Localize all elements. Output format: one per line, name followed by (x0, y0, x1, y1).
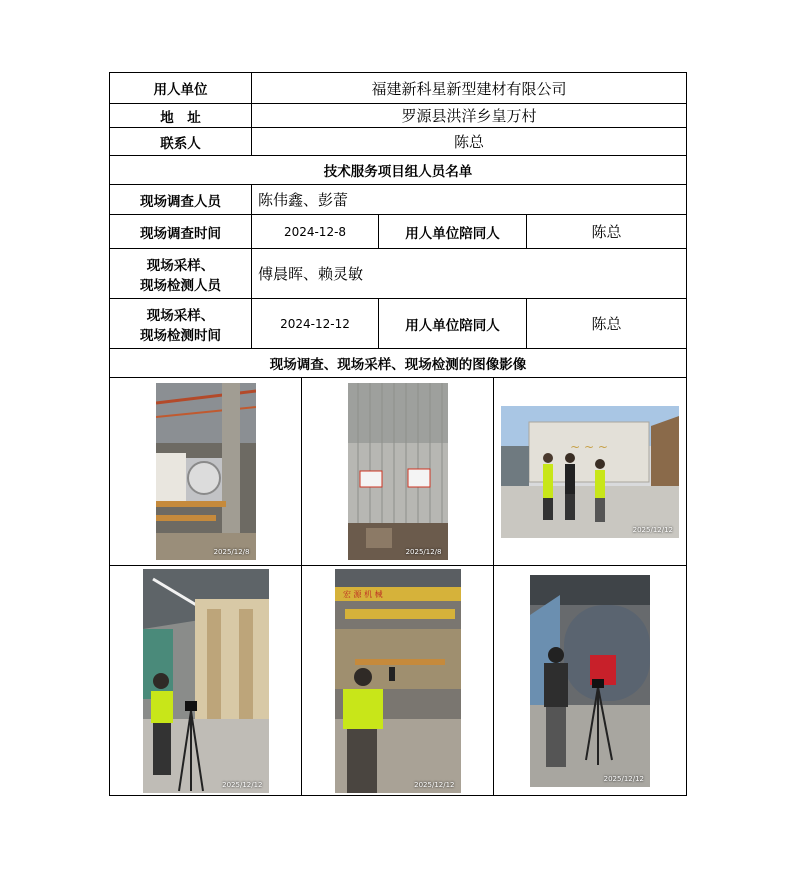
sampling-time-label (110, 299, 252, 349)
sampling-time-label-line2: 现场检测时间 (140, 327, 221, 344)
photo-cell-1 (110, 378, 302, 566)
svg-text:~ ~ ~: ~ ~ ~ (570, 439, 608, 454)
photo-stamp-3: 2025/12/12 (632, 525, 673, 534)
address-value: 罗源县洪洋乡皇万村 (252, 104, 687, 128)
images-heading: 现场调查、现场采样、现场检测的图像影像 (110, 349, 687, 378)
survey-staff-label: 现场调查人员 (110, 185, 252, 215)
unit-label: 用人单位 (110, 73, 252, 104)
team-heading: 技术服务项目组人员名单 (110, 156, 687, 185)
sampling-staff-value: 傅晨晖、赖灵敏 (252, 249, 687, 299)
photo-stamp-4: 2025/12/12 (222, 780, 263, 789)
contact-value: 陈总 (252, 128, 687, 156)
photo-stamp-6: 2025/12/12 (603, 774, 644, 783)
photo-stamp-2: 2025/12/8 (405, 548, 442, 556)
sampling-staff-label (110, 249, 252, 299)
photo-cell-2 (302, 378, 494, 566)
accompany-label-2: 用人单位陪同人 (379, 299, 527, 349)
photo-cell-3 (494, 378, 687, 566)
sampling-staff-label-line2: 现场检测人员 (140, 277, 221, 294)
sampling-staff-label-line1: 现场采样、 (146, 257, 215, 274)
accompany-value-2: 陈总 (527, 299, 687, 349)
sampling-time-label-line1: 现场采样、 (146, 307, 215, 324)
photo-cell-5 (302, 566, 494, 796)
contact-label: 联系人 (110, 128, 252, 156)
survey-record-table (109, 72, 687, 378)
address-label: 地 址 (110, 104, 252, 128)
photo-worker-with-meter (335, 569, 461, 793)
sampling-time-value: 2024-12-12 (252, 299, 379, 349)
photo-stamp-1: 2025/12/8 (213, 548, 250, 556)
photo-cell-4 (110, 566, 302, 796)
accompany-value-1: 陈总 (527, 215, 687, 249)
photo-group-at-gate (501, 406, 679, 538)
survey-time-label: 现场调查时间 (110, 215, 252, 249)
photo-wall-signage (348, 383, 448, 560)
photo-grid (109, 377, 687, 796)
photo-stamp-5: 2025/12/12 (414, 780, 455, 789)
photo-factory-machinery (156, 383, 256, 560)
photo-cell-6 (494, 566, 687, 796)
survey-time-value: 2024-12-8 (252, 215, 379, 249)
survey-record-sheet (109, 72, 686, 796)
photo-worker-with-tripod (143, 569, 269, 793)
survey-staff-value: 陈伟鑫、彭蕾 (252, 185, 687, 215)
svg-text:宏 源 机 械: 宏 源 机 械 (342, 589, 383, 599)
photo-boiler-measurement (530, 575, 650, 787)
unit-value: 福建新科星新型建材有限公司 (252, 73, 687, 104)
accompany-label-1: 用人单位陪同人 (379, 215, 527, 249)
